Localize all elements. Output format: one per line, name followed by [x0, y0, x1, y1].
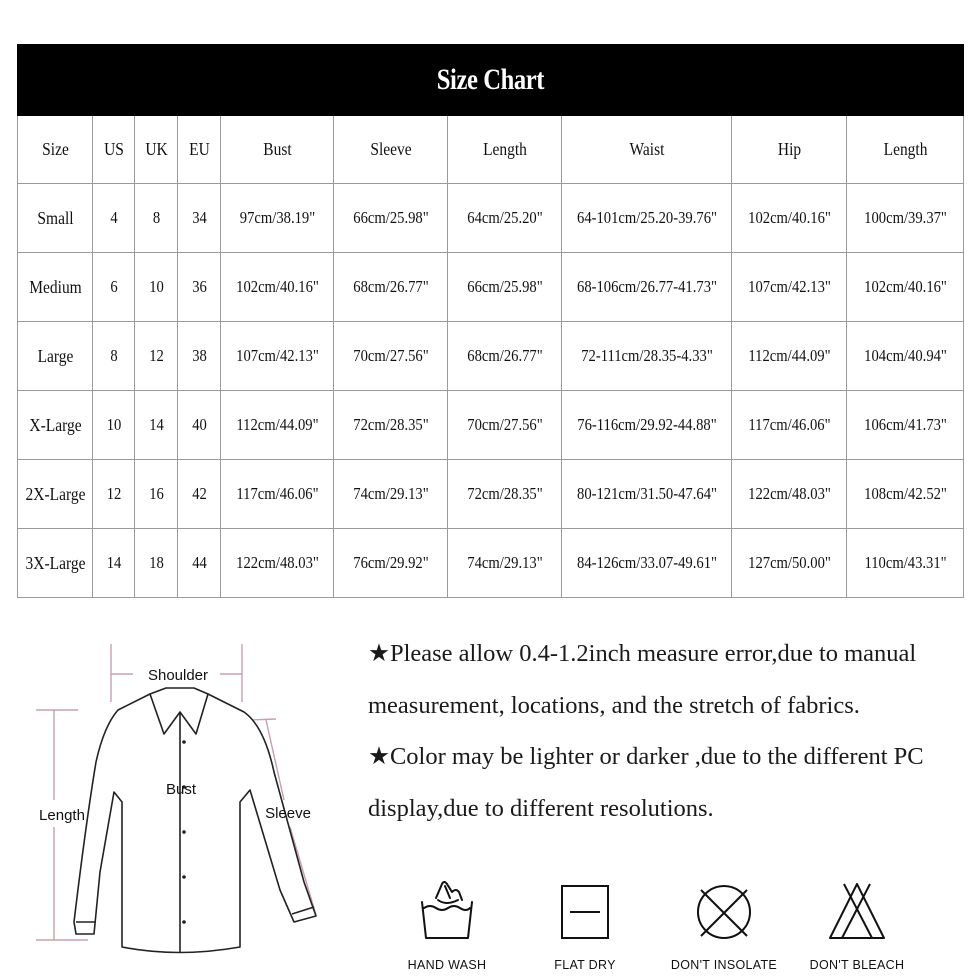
care-label: FLAT DRY: [554, 958, 616, 972]
care-label: HAND WASH: [407, 958, 487, 972]
header-eu: EU: [181, 116, 218, 184]
header-bust: Bust: [228, 116, 325, 184]
table-row: [18, 460, 964, 529]
table-cell: 68-106cm/26.77-41.73": [573, 253, 719, 322]
flat-dry-icon: [550, 876, 620, 948]
care-flat-dry: [520, 876, 650, 976]
header-row: [18, 116, 964, 184]
table-cell: 36: [181, 253, 218, 322]
table-cell: 127cm/50.00": [740, 529, 839, 598]
table-cell: 102cm/40.16": [740, 184, 839, 253]
table-cell: 122cm/48.03": [740, 460, 839, 529]
table-cell: 102cm/40.16": [228, 253, 325, 322]
table-cell: 4: [95, 184, 131, 253]
table-cell: 12: [138, 322, 175, 391]
care-hand-wash: [382, 876, 512, 976]
care-label: DON'T BLEACH: [809, 958, 905, 972]
dont-bleach-icon: [822, 876, 892, 948]
table-cell: 84-126cm/33.07-49.61": [573, 529, 719, 598]
table-cell: 72-111cm/28.35-4.33": [573, 322, 719, 391]
table-cell: 110cm/43.31": [855, 529, 956, 598]
table-cell: 97cm/38.19": [228, 184, 325, 253]
table-cell: Large: [23, 322, 88, 391]
table-row: [18, 184, 964, 253]
table-cell: 3X-Large: [23, 529, 88, 598]
table-cell: 107cm/42.13": [740, 253, 839, 322]
care-label: DON'T INSOLATE: [670, 958, 778, 972]
table-cell: 38: [181, 322, 218, 391]
table-cell: 112cm/44.09": [740, 322, 839, 391]
table-cell: 10: [95, 391, 131, 460]
header-uk: UK: [138, 116, 175, 184]
table-cell: 40: [181, 391, 218, 460]
table-cell: 66cm/25.98": [455, 253, 553, 322]
table-cell: 100cm/39.37": [855, 184, 956, 253]
table-cell: 68cm/26.77": [455, 322, 553, 391]
table-cell: 72cm/28.35": [455, 460, 553, 529]
table-cell: 117cm/46.06": [228, 460, 325, 529]
table-cell: 68cm/26.77": [341, 253, 439, 322]
header-size: Size: [23, 116, 88, 184]
table-cell: 14: [95, 529, 131, 598]
dont-insolate-icon: [689, 876, 759, 948]
table-cell: 66cm/25.98": [341, 184, 439, 253]
table-cell: 12: [95, 460, 131, 529]
care-dont-insolate: [659, 876, 789, 976]
table-cell: 122cm/48.03": [228, 529, 325, 598]
table-row: [18, 253, 964, 322]
size-chart-table: [17, 44, 964, 598]
table-cell: 64-101cm/25.20-39.76": [573, 184, 719, 253]
note-color-difference: ★Color may be lighter or darker ,due to the different PC display,due to different resolutions.: [368, 743, 924, 822]
table-cell: 42: [181, 460, 218, 529]
hand-wash-icon: [412, 876, 482, 948]
note-measure-error: ★Please allow 0.4-1.2inch measure error,due to manual measurement, locations, and the stretch of fabrics.: [368, 640, 917, 719]
length-label: Length: [39, 807, 85, 824]
table-cell: 16: [138, 460, 175, 529]
table-cell: 108cm/42.52": [855, 460, 956, 529]
table-row: [18, 529, 964, 598]
table-cell: 70cm/27.56": [341, 322, 439, 391]
table-cell: 8: [138, 184, 175, 253]
table-row: [18, 391, 964, 460]
table-cell: 34: [181, 184, 218, 253]
table-cell: 70cm/27.56": [455, 391, 553, 460]
table-cell: 18: [138, 529, 175, 598]
table-cell: X-Large: [23, 391, 88, 460]
table-cell: 117cm/46.06": [740, 391, 839, 460]
table-cell: 72cm/28.35": [341, 391, 439, 460]
table-cell: 76cm/29.92": [341, 529, 439, 598]
table-cell: 104cm/40.94": [855, 322, 956, 391]
table-cell: 8: [95, 322, 131, 391]
table-cell: 76-116cm/29.92-44.88": [573, 391, 719, 460]
header-waist: Waist: [573, 116, 719, 184]
table-cell: Small: [23, 184, 88, 253]
header-hip: Hip: [740, 116, 839, 184]
header-sleeve: Sleeve: [341, 116, 439, 184]
table-cell: 6: [95, 253, 131, 322]
table-cell: 10: [138, 253, 175, 322]
header-total-length: Length: [855, 116, 956, 184]
table-cell: Medium: [23, 253, 88, 322]
table-cell: 107cm/42.13": [228, 322, 325, 391]
header-length: Length: [455, 116, 553, 184]
sleeve-label: Sleeve: [265, 805, 311, 822]
table-cell: 106cm/41.73": [855, 391, 956, 460]
shoulder-label: Shoulder: [147, 667, 209, 684]
table-cell: 112cm/44.09": [228, 391, 325, 460]
shirt-measurement-diagram: [18, 622, 348, 967]
header-us: US: [95, 116, 131, 184]
table-cell: 74cm/29.13": [455, 529, 553, 598]
measurement-notes: [368, 628, 968, 834]
table-cell: 2X-Large: [23, 460, 88, 529]
bust-label: Bust: [165, 781, 197, 798]
table-cell: 64cm/25.20": [455, 184, 553, 253]
size-chart-title: Size Chart: [18, 45, 964, 116]
table-row: [18, 322, 964, 391]
table-cell: 14: [138, 391, 175, 460]
table-cell: 102cm/40.16": [855, 253, 956, 322]
table-cell: 80-121cm/31.50-47.64": [573, 460, 719, 529]
table-cell: 74cm/29.13": [341, 460, 439, 529]
table-cell: 44: [181, 529, 218, 598]
care-dont-bleach: [792, 876, 922, 976]
